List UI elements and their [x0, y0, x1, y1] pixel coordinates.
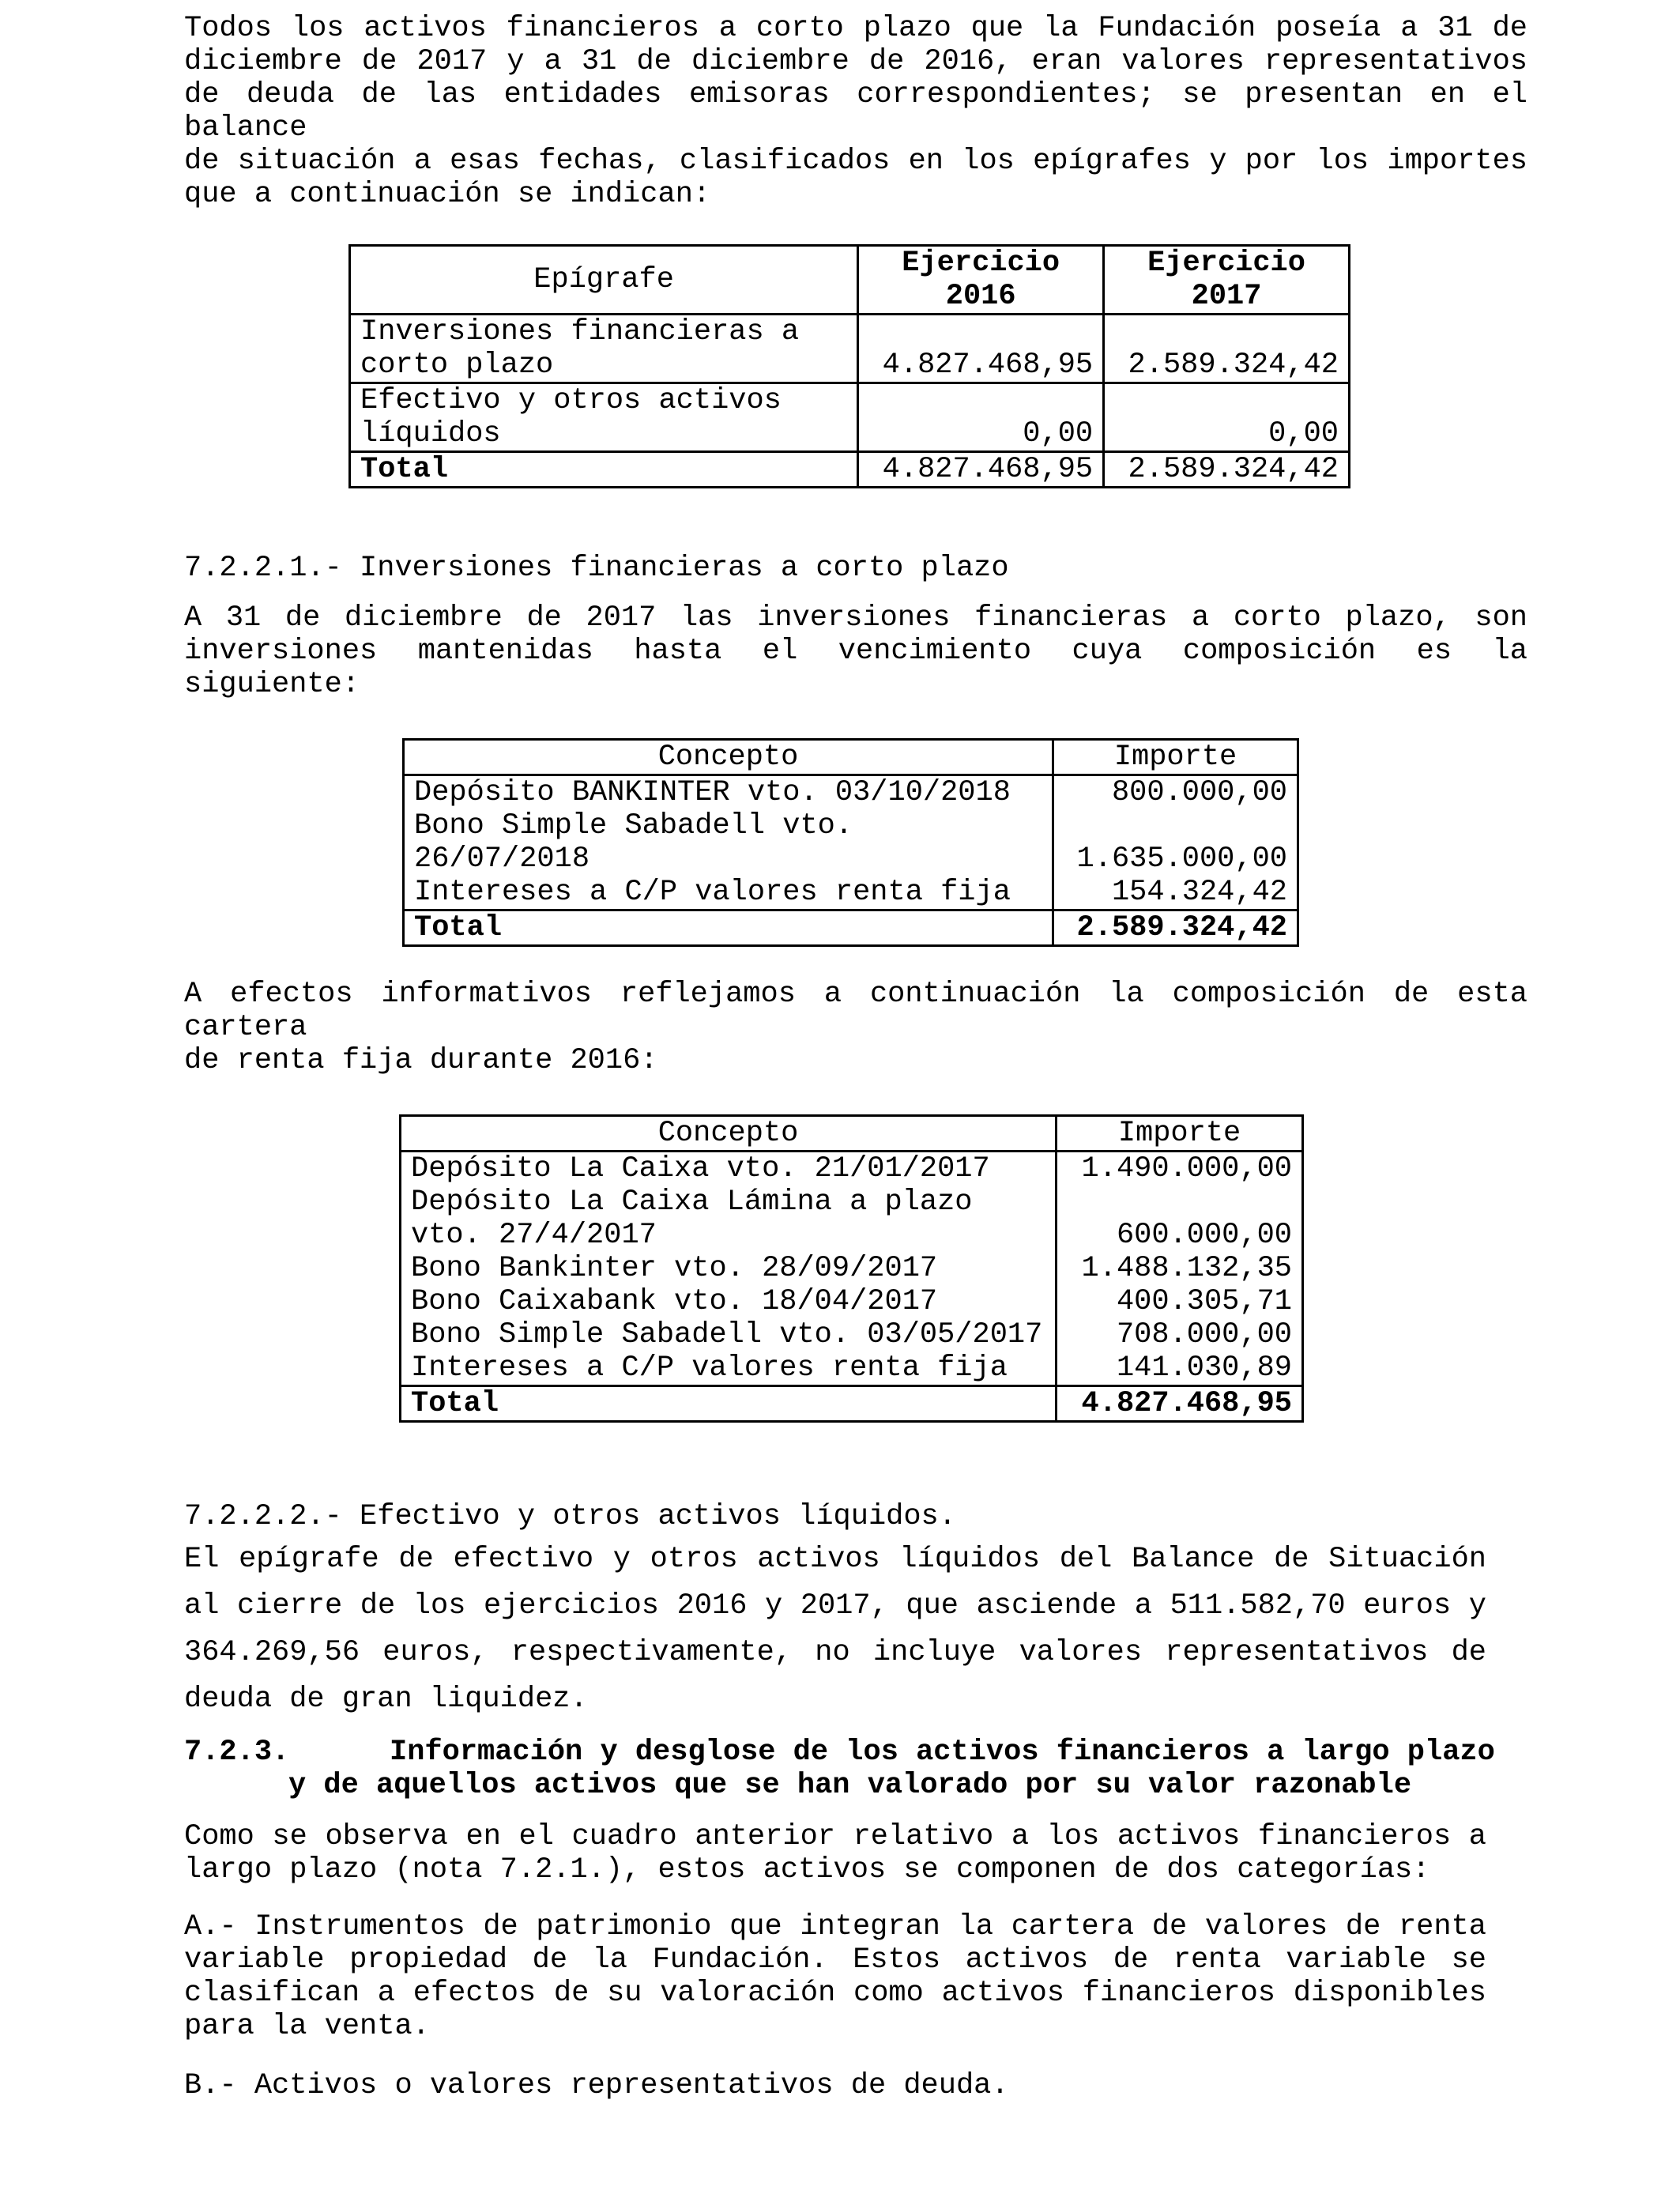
table-row: [404, 809, 1298, 876]
table-row: [401, 1285, 1303, 1318]
total-label: Total: [401, 1386, 1057, 1422]
total-importe: 2.589.324,42: [1053, 910, 1298, 946]
total-importe: 4.827.468,95: [1057, 1386, 1303, 1422]
table-row: [401, 1351, 1303, 1386]
section-7-2-2-2-paragraph: [184, 1536, 1486, 1723]
table-row: [350, 315, 1350, 383]
row-importe: 708.000,00: [1057, 1318, 1303, 1351]
paragraph-line: para la venta.: [184, 2010, 430, 2043]
row-concepto: Depósito La Caixa Lámina a plazo: [401, 1186, 1057, 1219]
table-total-row: [401, 1386, 1303, 1422]
intro-line: Todos los activos financieros a corto plazo que la Fundación poseía a 31 de: [184, 12, 1527, 45]
row-importe: 800.000,00: [1053, 775, 1298, 810]
paragraph-line: clasifican a efectos de su valoración como activos financieros disponibles: [184, 1977, 1486, 2010]
header-2016-line2: 2016: [945, 280, 1016, 313]
paragraph-line: inversiones mantenidas hasta el vencimiento cuya composición es la siguiente:: [184, 635, 1527, 701]
row-label: [350, 383, 858, 452]
paragraph-line: El epígrafe de efectivo y otros activos líquidos del Balance de Situación: [184, 1543, 1486, 1576]
paragraph-line: A 31 de diciembre de 2017 las inversiones financieras a corto plazo, son: [184, 601, 1527, 635]
header-epigrafe: Epígrafe: [350, 246, 858, 315]
total-2017: 2.589.324,42: [1104, 452, 1350, 488]
row-concepto: Bono Caixabank vto. 18/04/2017: [401, 1285, 1057, 1318]
row-concepto: Depósito La Caixa vto. 21/01/2017: [401, 1152, 1057, 1186]
table-total-row: [404, 910, 1298, 946]
row-importe: 600.000,00: [1057, 1219, 1303, 1252]
header-2017-line2: 2017: [1191, 280, 1262, 313]
paragraph-line: A efectos informativos reflejamos a continuación la composición de esta cartera: [184, 978, 1527, 1044]
table-header-row: [350, 246, 1350, 315]
paragraph-line: largo plazo (nota 7.2.1.), estos activos se componen de dos categorías:: [184, 1853, 1430, 1887]
row-importe: [1057, 1186, 1303, 1219]
total-2016: 4.827.468,95: [858, 452, 1104, 488]
section-title-7-2-2-1: 7.2.2.1.- Inversiones financieras a corto plazo: [184, 552, 1009, 585]
row-label: [350, 315, 858, 383]
paragraph-line: 364.269,56 euros, respectivamente, no incluye valores representativos de: [184, 1636, 1486, 1669]
row-concepto: Bono Bankinter vto. 28/09/2017: [401, 1252, 1057, 1285]
row-concepto: Depósito BANKINTER vto. 03/10/2018: [404, 775, 1053, 810]
intro-line: de situación a esas fechas, clasificados en los epígrafes y por los importes: [184, 145, 1527, 178]
row-importe: 141.030,89: [1057, 1351, 1303, 1386]
table-row: [401, 1219, 1303, 1252]
row-importe: 400.305,71: [1057, 1285, 1303, 1318]
portfolio-2016-table: [399, 1114, 1304, 1423]
table-header-row: [401, 1116, 1303, 1152]
table-row: [350, 383, 1350, 452]
paragraph-line: Como se observa en el cuadro anterior relativo a los activos financieros a: [184, 1820, 1486, 1853]
balance-summary-table: [348, 244, 1350, 488]
row-label-line1: Efectivo y otros activos: [360, 384, 782, 417]
row-concepto: Intereses a C/P valores renta fija: [404, 876, 1053, 910]
header-importe: Importe: [1053, 740, 1298, 775]
row-concepto: Bono Simple Sabadell vto. 03/05/2017: [401, 1318, 1057, 1351]
investments-2017-table: [402, 738, 1299, 947]
total-label: Total: [404, 910, 1053, 946]
header-ejercicio-2016: [858, 246, 1104, 315]
table-row: [401, 1252, 1303, 1285]
table-row: [401, 1186, 1303, 1219]
table-row: [401, 1152, 1303, 1186]
paragraph-line: variable propiedad de la Fundación. Estos activos de renta variable se: [184, 1943, 1486, 1977]
table-header-row: [404, 740, 1298, 775]
table-row: [404, 775, 1298, 810]
row-concepto: vto. 27/4/2017: [401, 1219, 1057, 1252]
header-importe: Importe: [1057, 1116, 1303, 1152]
row-value-2016: 4.827.468,95: [858, 315, 1104, 383]
section-number: 7.2.3.: [184, 1736, 290, 1769]
paragraph-line: de renta fija durante 2016:: [184, 1044, 658, 1077]
section-title-line2: y de aquellos activos que se han valorado por su valor razonable: [288, 1769, 1412, 1802]
header-ejercicio-2017: [1104, 246, 1350, 315]
item-a-paragraph: [184, 1910, 1486, 2043]
row-value-2017: 2.589.324,42: [1104, 315, 1350, 383]
row-value-2016: 0,00: [858, 383, 1104, 452]
total-label: Total: [350, 452, 858, 488]
header-2016-line1: Ejercicio: [902, 247, 1060, 280]
row-importe: 1.635.000,00: [1053, 809, 1298, 876]
row-importe: 154.324,42: [1053, 876, 1298, 910]
row-importe: 1.488.132,35: [1057, 1252, 1303, 1285]
row-importe: 1.490.000,00: [1057, 1152, 1303, 1186]
table-row: [404, 876, 1298, 910]
paragraph-line: al cierre de los ejercicios 2016 y 2017, que asciende a 511.582,70 euros y: [184, 1589, 1486, 1623]
header-concepto: Concepto: [404, 740, 1053, 775]
section-heading-7-2-3: [184, 1736, 1531, 1769]
row-concepto: Intereses a C/P valores renta fija: [401, 1351, 1057, 1386]
portfolio-2016-paragraph: [184, 978, 1527, 1077]
row-label-line2: líquidos: [360, 417, 501, 450]
table-total-row: [350, 452, 1350, 488]
intro-line: de deuda de las entidades emisoras correspondientes; se presentan en el balance: [184, 78, 1527, 145]
item-b-paragraph: B.- Activos o valores representativos de deuda.: [184, 2069, 1009, 2102]
header-concepto: Concepto: [401, 1116, 1057, 1152]
section-7-2-3-paragraph: [184, 1820, 1486, 1887]
row-label-line2: corto plazo: [360, 349, 554, 382]
row-label-line1: Inversiones financieras a: [360, 315, 800, 349]
section-7-2-2-1-paragraph: [184, 601, 1527, 701]
section-title-7-2-2-2: 7.2.2.2.- Efectivo y otros activos líquidos.: [184, 1500, 956, 1533]
row-value-2017: 0,00: [1104, 383, 1350, 452]
row-concepto: Bono Simple Sabadell vto. 26/07/2018: [404, 809, 1053, 876]
section-title-line1: Información y desglose de los activos financieros a largo plazo: [390, 1736, 1495, 1769]
intro-line: diciembre de 2017 y a 31 de diciembre de 2016, eran valores representativos: [184, 45, 1527, 78]
intro-paragraph: [184, 12, 1527, 211]
intro-line: que a continuación se indican:: [184, 178, 711, 211]
table-row: [401, 1318, 1303, 1351]
paragraph-line: deuda de gran liquidez.: [184, 1683, 588, 1716]
paragraph-line: A.- Instrumentos de patrimonio que integran la cartera de valores de renta: [184, 1910, 1486, 1943]
header-2017-line1: Ejercicio: [1147, 247, 1305, 280]
